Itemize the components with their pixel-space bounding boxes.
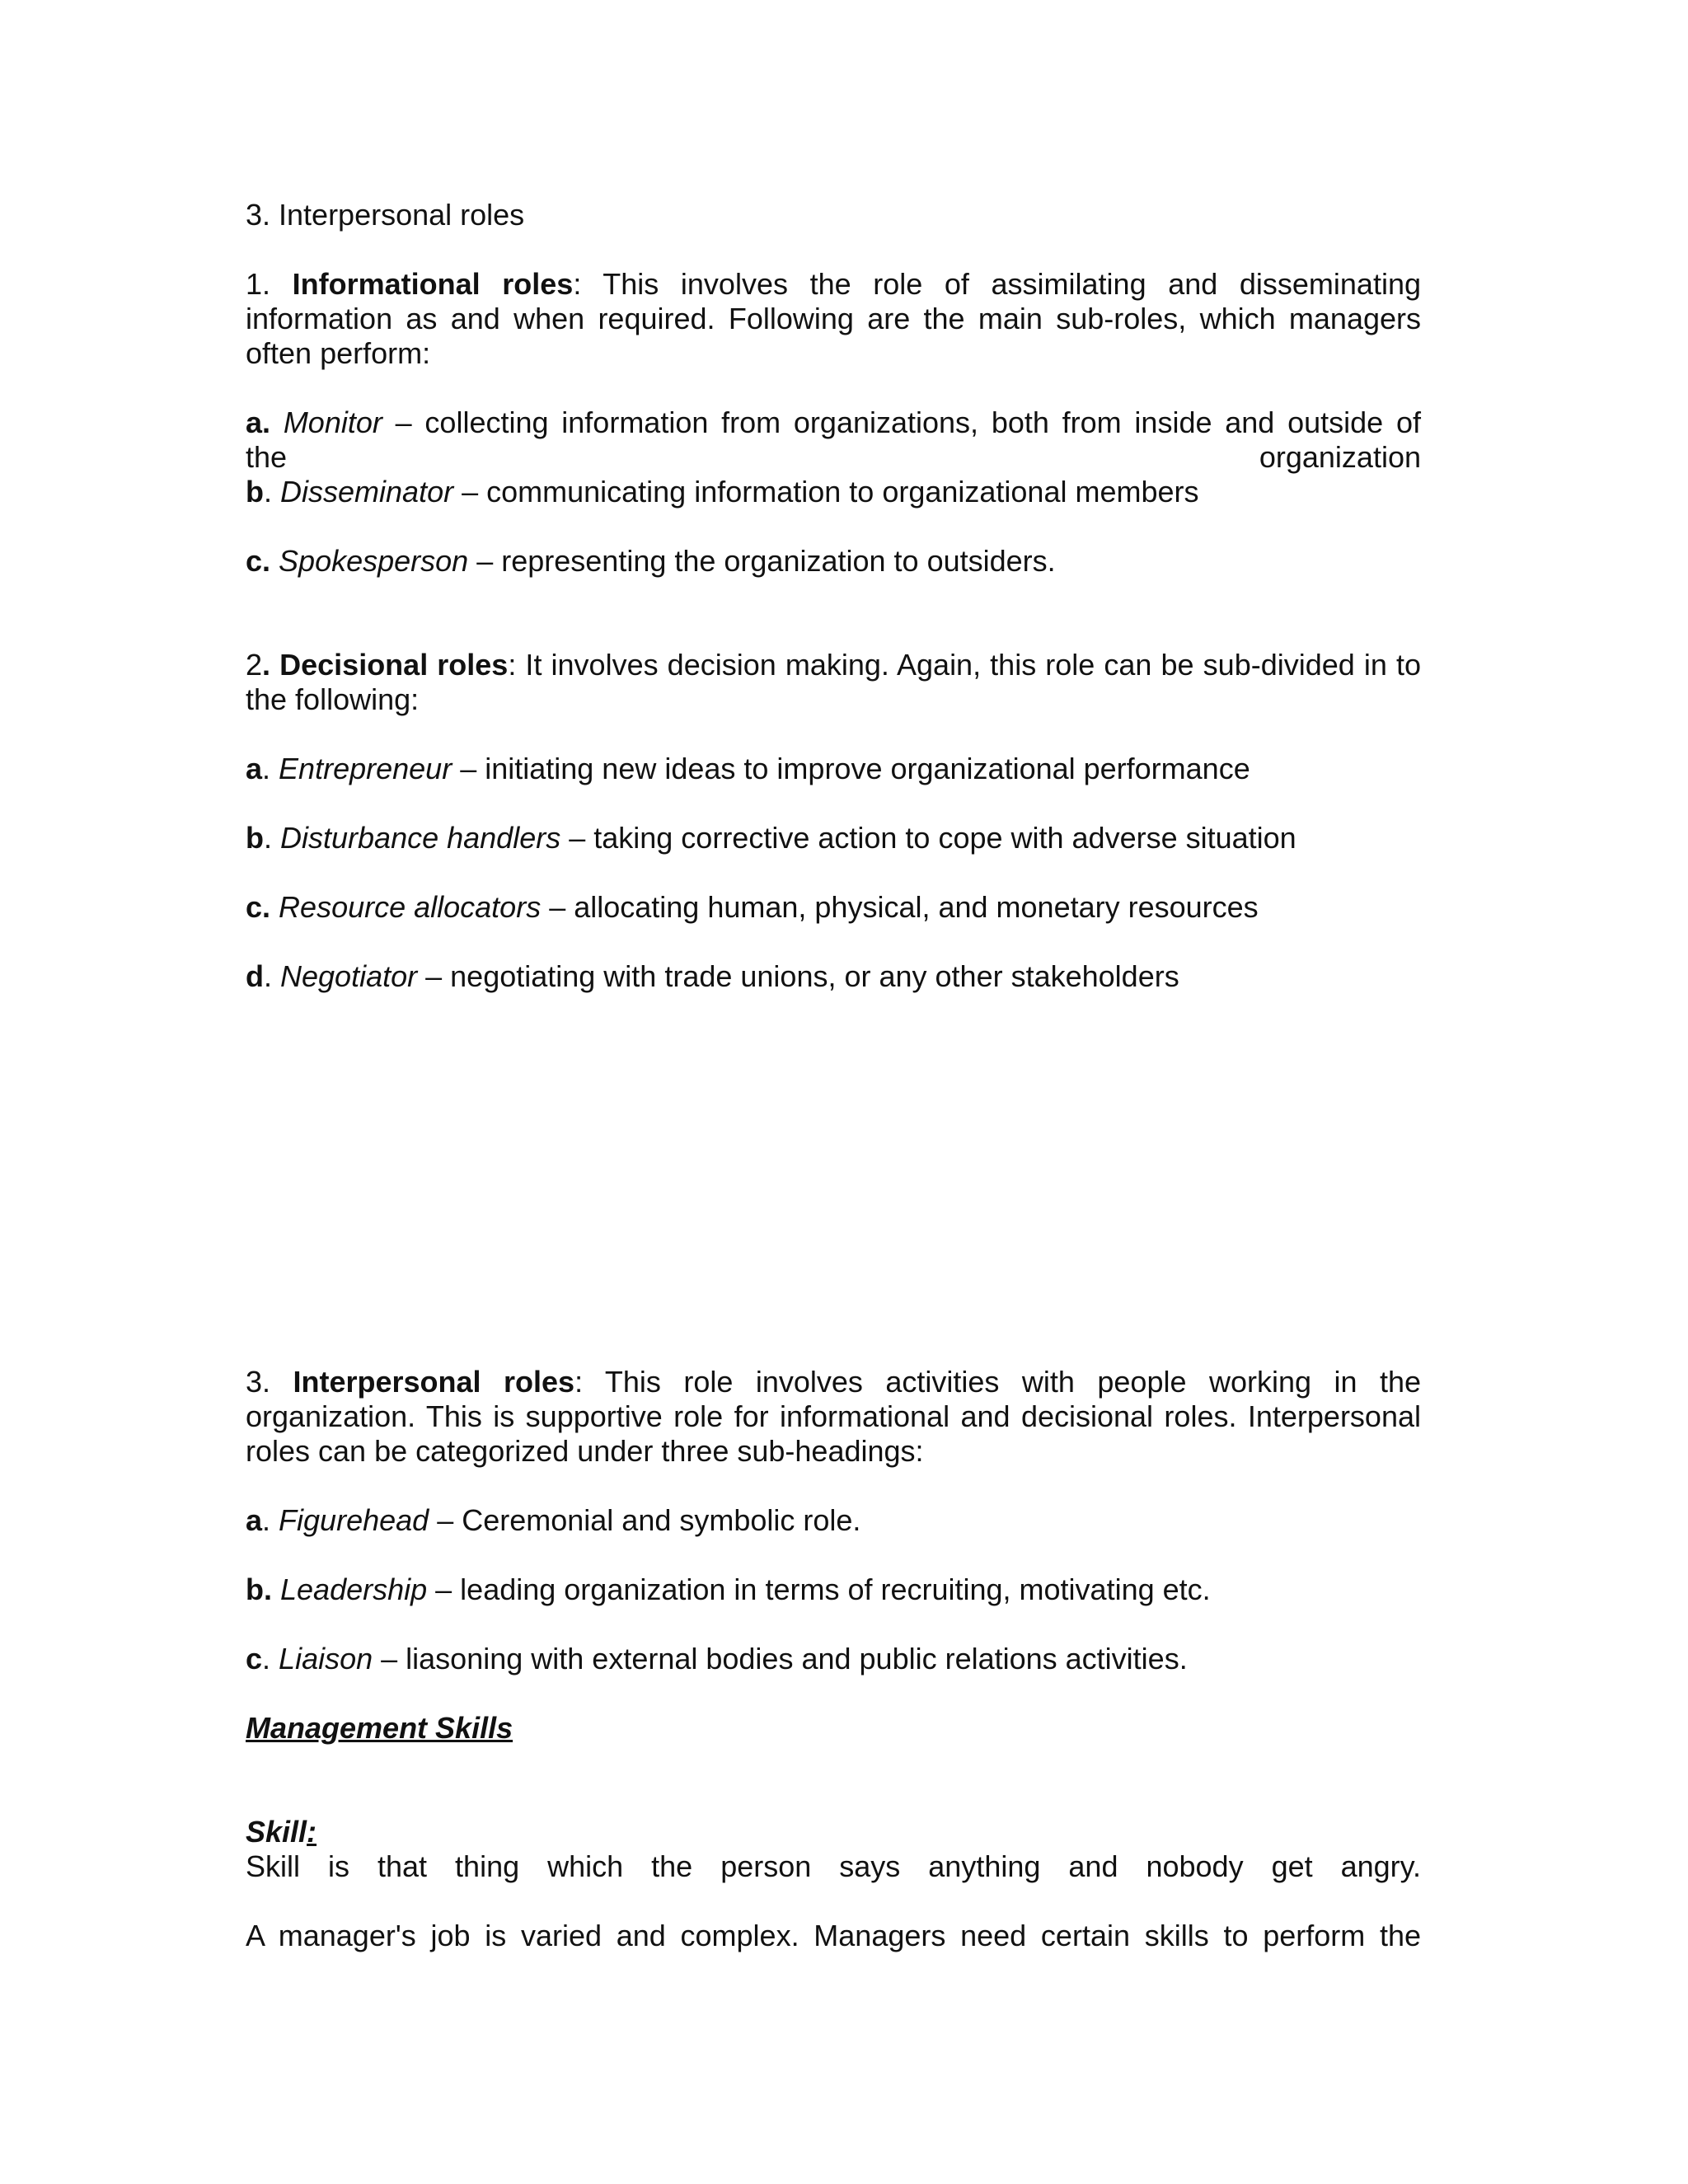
list-item-liaison: c. Liaison – liasoning with external bodies and public relations activities.: [246, 1642, 1188, 1675]
list-item-resource-allocators: c. Resource allocators – allocating human, physical, and monetary resources: [246, 890, 1259, 924]
skill-definition: Skill is that thing which the person says anything and nobody get angry.: [246, 1849, 1421, 1883]
skill-heading: Skill:: [246, 1815, 317, 1849]
list-item-leadership: b. Leadership – leading organization in terms of recruiting, motivating etc.: [246, 1572, 1211, 1606]
list-item-spokesperson: c. Spokesperson – representing the organization to outsiders.: [246, 544, 1056, 578]
management-skills-heading: Management Skills: [246, 1711, 513, 1745]
decisional-paragraph: 2. Decisional roles: It involves decision making. Again, this role can be sub-divided in to the following:: [246, 648, 1422, 716]
decisional-title: . Decisional roles: [262, 648, 509, 682]
top-heading: 3. Interpersonal roles: [246, 198, 525, 232]
list-item-disturbance-handlers: b. Disturbance handlers – taking corrective action to cope with adverse situation: [246, 821, 1296, 855]
list-item-negotiator: d. Negotiator – negotiating with trade unions, or any other stakeholders: [246, 959, 1179, 993]
interpersonal-title: Interpersonal roles: [293, 1365, 575, 1399]
list-item-monitor: a. Monitor – collecting information from organizations, both from inside and outside of: [246, 405, 1421, 439]
list-item-entrepreneur: a. Entrepreneur – initiating new ideas to improve organizational performance: [246, 752, 1250, 785]
informational-title: Informational roles: [292, 267, 574, 301]
interpersonal-paragraph: 3. Interpersonal roles: This role involves activities with people working in the organization. This is supportive role for informational and decisional roles. Interpersonal roles can be categorized under three sub-headings:: [246, 1365, 1422, 1468]
skill-paragraph: A manager's job is varied and complex. Managers need certain skills to perform the: [246, 1919, 1421, 1952]
informational-paragraph: 1. Informational roles: This involves the role of assimilating and disseminating information as and when required. Following are the main sub-roles, which managers often perform:: [246, 267, 1421, 370]
list-item-monitor-continuation: the organization: [246, 440, 1421, 474]
list-item-disseminator: b. Disseminator – communicating information to organizational members: [246, 475, 1199, 509]
list-item-figurehead: a. Figurehead – Ceremonial and symbolic role.: [246, 1503, 861, 1537]
